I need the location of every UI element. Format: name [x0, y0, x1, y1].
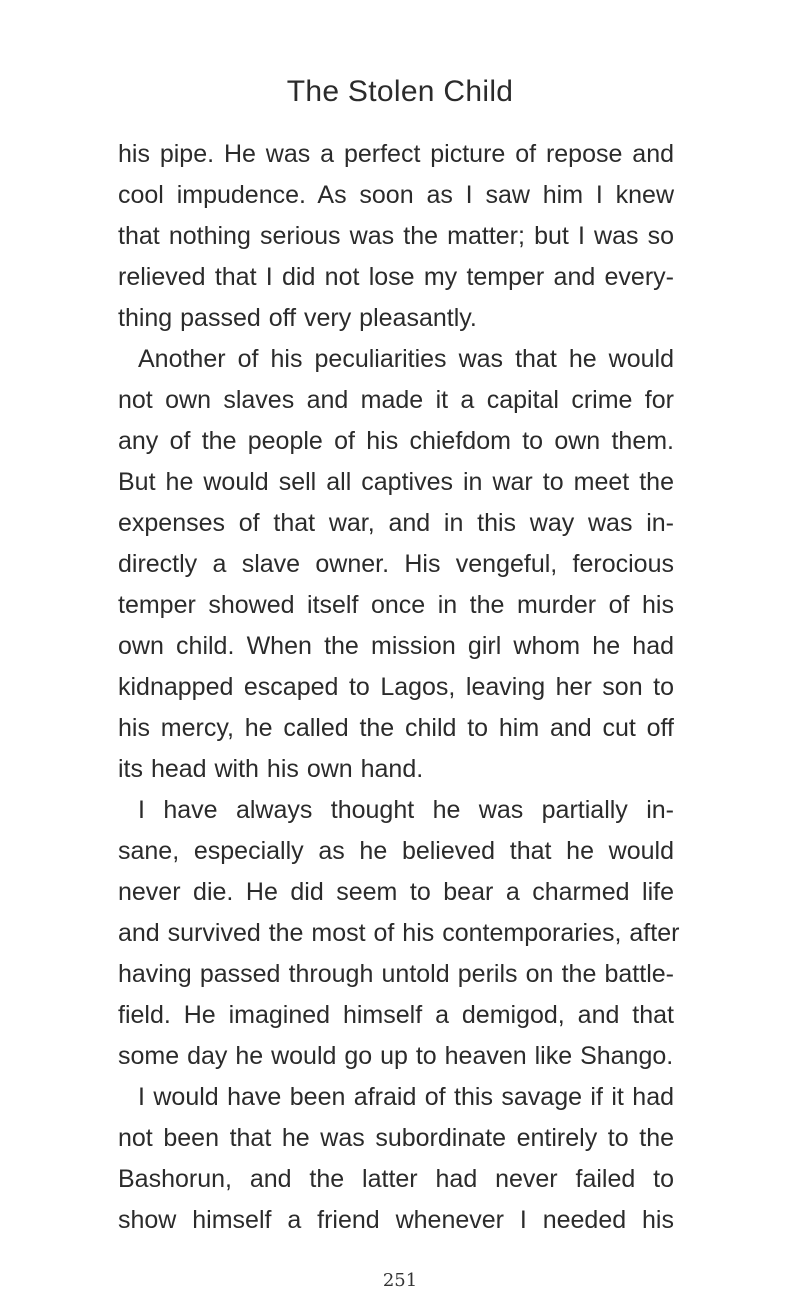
- text-line: not own slaves and made it a capital crime for: [118, 386, 674, 414]
- text-line: that nothing serious was the matter; but I was so: [118, 222, 674, 250]
- text-line: show himself a friend whenever I needed his: [118, 1206, 674, 1234]
- text-line: field. He imagined himself a demigod, and that: [118, 1001, 674, 1029]
- text-line: thing passed off very pleasantly.: [118, 304, 477, 332]
- body-text: [118, 134, 680, 1241]
- text-line: sane, especially as he believed that he would: [118, 837, 674, 865]
- text-line: But he would sell all captives in war to meet the: [118, 468, 674, 496]
- text-line: Bashorun, and the latter had never failed to: [118, 1165, 674, 1193]
- text-line: its head with his own hand.: [118, 755, 424, 783]
- text-line: cool impudence. As soon as I saw him I knew: [118, 181, 674, 209]
- text-line: kidnapped escaped to Lagos, leaving her son to: [118, 673, 674, 701]
- text-line: never die. He did seem to bear a charmed life: [118, 878, 674, 906]
- page-number: 251: [382, 1270, 418, 1291]
- text-line: his mercy, he called the child to him and cut off: [118, 714, 674, 742]
- text-line: some day he would go up to heaven like Shango.: [118, 1042, 674, 1070]
- text-line: I have always thought he was partially in-: [138, 796, 674, 824]
- text-line: his pipe. He was a perfect picture of repose and: [118, 140, 674, 168]
- text-line: I would have been afraid of this savage if it had: [138, 1083, 674, 1111]
- text-line: relieved that I did not lose my temper and every-: [118, 263, 674, 291]
- text-line: directly a slave owner. His vengeful, ferocious: [118, 550, 674, 578]
- text-line: own child. When the mission girl whom he had: [118, 632, 674, 660]
- text-line: having passed through untold perils on the battle-: [118, 960, 674, 988]
- text-line: Another of his peculiarities was that he would: [138, 345, 674, 373]
- text-line: temper showed itself once in the murder of his: [118, 591, 674, 619]
- text-line: not been that he was subordinate entirely to the: [118, 1124, 674, 1152]
- running-head: The Stolen Child: [286, 75, 514, 108]
- text-line: expenses of that war, and in this way was in-: [118, 509, 674, 537]
- text-line: and survived the most of his contemporaries, after: [118, 919, 680, 947]
- text-line: any of the people of his chiefdom to own them.: [118, 427, 674, 455]
